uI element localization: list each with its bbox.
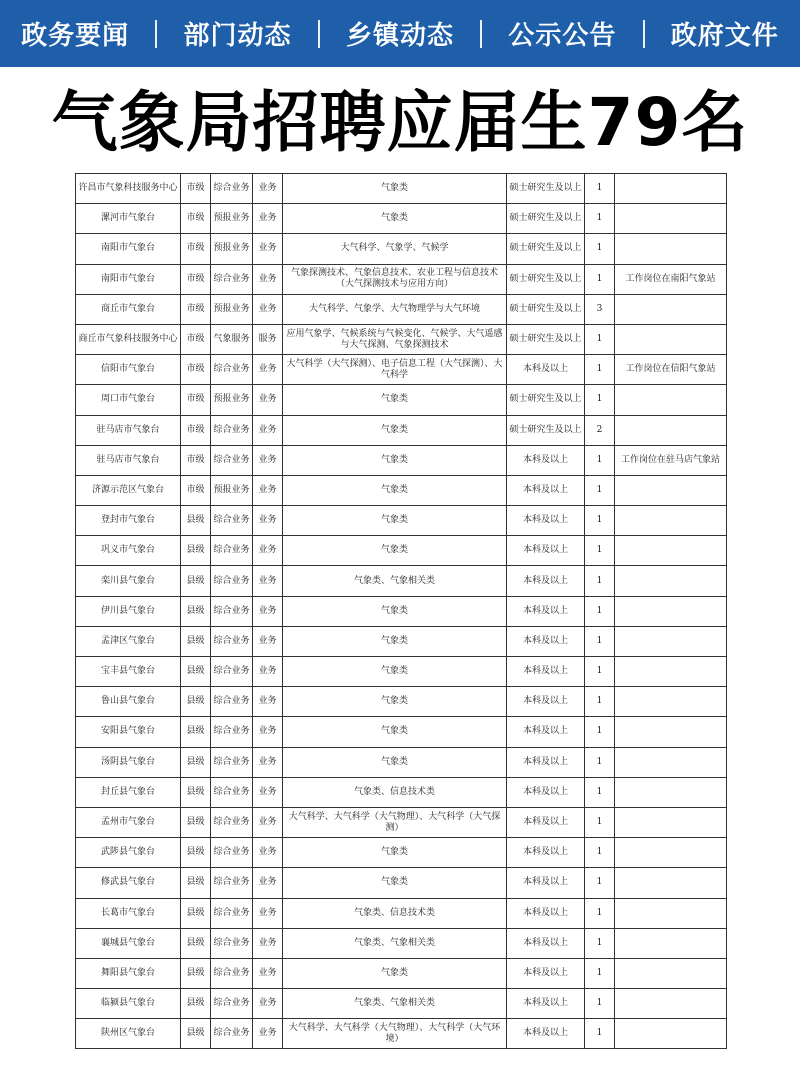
category-cell: 业务 [253, 445, 283, 475]
level-cell: 市级 [181, 475, 211, 505]
education-cell: 本科及以上 [507, 566, 585, 596]
table-row [76, 355, 727, 385]
major-cell: 大气科学、大气科学（大气物理）、大气科学（大气环境） [283, 1019, 507, 1049]
education-cell: 硕士研究生及以上 [507, 234, 585, 264]
education-cell: 本科及以上 [507, 898, 585, 928]
education-cell: 本科及以上 [507, 657, 585, 687]
major-cell: 气象类、气象相关类 [283, 566, 507, 596]
remark-cell [615, 777, 727, 807]
count-cell: 1 [585, 566, 615, 596]
category-cell: 业务 [253, 1019, 283, 1049]
major-cell: 气象类、信息技术类 [283, 777, 507, 807]
count-cell: 1 [585, 1019, 615, 1049]
post-cell: 预报业务 [211, 294, 253, 324]
nav-separator [480, 20, 482, 48]
category-cell: 业务 [253, 657, 283, 687]
category-cell: 业务 [253, 717, 283, 747]
category-cell: 业务 [253, 928, 283, 958]
post-cell: 预报业务 [211, 204, 253, 234]
category-cell: 业务 [253, 868, 283, 898]
post-cell: 预报业务 [211, 385, 253, 415]
major-cell: 气象类 [283, 445, 507, 475]
major-cell: 气象类 [283, 415, 507, 445]
major-cell: 大气科学（大气探测）、电子信息工程（大气探测）、大气科学 [283, 355, 507, 385]
unit-cell: 临颍县气象台 [76, 989, 181, 1019]
category-cell: 业务 [253, 204, 283, 234]
count-cell: 1 [585, 868, 615, 898]
major-cell: 大气科学、气象学、气候学 [283, 234, 507, 264]
post-cell: 综合业务 [211, 868, 253, 898]
education-cell: 本科及以上 [507, 596, 585, 626]
count-cell: 1 [585, 264, 615, 294]
level-cell: 县级 [181, 536, 211, 566]
post-cell: 综合业务 [211, 566, 253, 596]
remark-cell [615, 536, 727, 566]
education-cell: 本科及以上 [507, 626, 585, 656]
category-cell: 业务 [253, 536, 283, 566]
nav-item-news[interactable]: 政务要闻 [21, 21, 130, 51]
unit-cell: 安阳县气象台 [76, 717, 181, 747]
level-cell: 市级 [181, 355, 211, 385]
unit-cell: 襄城县气象台 [76, 928, 181, 958]
category-cell: 业务 [253, 989, 283, 1019]
table-row [76, 626, 727, 656]
remark-cell [615, 174, 727, 204]
count-cell: 1 [585, 958, 615, 988]
major-cell: 气象类 [283, 626, 507, 656]
major-cell: 气象类 [283, 385, 507, 415]
table-row [76, 657, 727, 687]
level-cell: 县级 [181, 989, 211, 1019]
level-cell: 市级 [181, 264, 211, 294]
unit-cell: 长葛市气象台 [76, 898, 181, 928]
remark-cell [615, 294, 727, 324]
category-cell: 业务 [253, 747, 283, 777]
level-cell: 县级 [181, 807, 211, 837]
unit-cell: 封丘县气象台 [76, 777, 181, 807]
unit-cell: 许昌市气象科技服务中心 [76, 174, 181, 204]
major-cell: 气象类 [283, 687, 507, 717]
count-cell: 1 [585, 174, 615, 204]
education-cell: 本科及以上 [507, 747, 585, 777]
post-cell: 综合业务 [211, 445, 253, 475]
post-cell: 综合业务 [211, 807, 253, 837]
level-cell: 县级 [181, 1019, 211, 1049]
education-cell: 本科及以上 [507, 807, 585, 837]
unit-cell: 舞阳县气象台 [76, 958, 181, 988]
remark-cell [615, 807, 727, 837]
table-row [76, 234, 727, 264]
unit-cell: 漯河市气象台 [76, 204, 181, 234]
post-cell: 综合业务 [211, 958, 253, 988]
unit-cell: 孟州市气象台 [76, 807, 181, 837]
major-cell: 气象类 [283, 747, 507, 777]
count-cell: 1 [585, 777, 615, 807]
major-cell: 气象类 [283, 174, 507, 204]
level-cell: 市级 [181, 234, 211, 264]
education-cell: 本科及以上 [507, 1019, 585, 1049]
education-cell: 本科及以上 [507, 445, 585, 475]
category-cell: 业务 [253, 475, 283, 505]
post-cell: 综合业务 [211, 596, 253, 626]
remark-cell [615, 687, 727, 717]
table-row [76, 536, 727, 566]
table-row [76, 506, 727, 536]
post-cell: 综合业务 [211, 898, 253, 928]
table-row [76, 687, 727, 717]
category-cell: 业务 [253, 415, 283, 445]
education-cell: 本科及以上 [507, 958, 585, 988]
major-cell: 气象类、气象相关类 [283, 989, 507, 1019]
count-cell: 1 [585, 324, 615, 354]
level-cell: 市级 [181, 445, 211, 475]
table-row [76, 747, 727, 777]
nav-item-announcement[interactable]: 公示公告 [508, 21, 617, 51]
education-cell: 本科及以上 [507, 536, 585, 566]
post-cell: 综合业务 [211, 626, 253, 656]
unit-cell: 宝丰县气象台 [76, 657, 181, 687]
count-cell: 1 [585, 657, 615, 687]
remark-cell [615, 958, 727, 988]
major-cell: 大气科学、大气科学（大气物理）、大气科学（大气探测） [283, 807, 507, 837]
remark-cell [615, 898, 727, 928]
remark-cell [615, 204, 727, 234]
unit-cell: 修武县气象台 [76, 868, 181, 898]
table-row [76, 898, 727, 928]
count-cell: 1 [585, 717, 615, 747]
post-cell: 预报业务 [211, 475, 253, 505]
count-cell: 1 [585, 898, 615, 928]
post-cell: 综合业务 [211, 928, 253, 958]
unit-cell: 周口市气象台 [76, 385, 181, 415]
education-cell: 本科及以上 [507, 928, 585, 958]
post-cell: 综合业务 [211, 777, 253, 807]
count-cell: 1 [585, 536, 615, 566]
remark-cell [615, 989, 727, 1019]
unit-cell: 伊川县气象台 [76, 596, 181, 626]
level-cell: 市级 [181, 294, 211, 324]
category-cell: 业务 [253, 687, 283, 717]
category-cell: 业务 [253, 898, 283, 928]
education-cell: 本科及以上 [507, 687, 585, 717]
table-row [76, 989, 727, 1019]
nav-item-township[interactable]: 乡镇动态 [345, 21, 454, 51]
unit-cell: 商丘市气象科技服务中心 [76, 324, 181, 354]
nav-item-department[interactable]: 部门动态 [183, 21, 292, 51]
remark-cell [615, 475, 727, 505]
category-cell: 业务 [253, 506, 283, 536]
table-row [76, 596, 727, 626]
major-cell: 应用气象学、气候系统与气候变化、气候学、大气遥感与大气探测、气象探测技术 [283, 324, 507, 354]
major-cell: 气象类 [283, 958, 507, 988]
count-cell: 1 [585, 204, 615, 234]
unit-cell: 汤阴县气象台 [76, 747, 181, 777]
education-cell: 本科及以上 [507, 475, 585, 505]
unit-cell: 南阳市气象台 [76, 264, 181, 294]
post-cell: 综合业务 [211, 415, 253, 445]
unit-cell: 济源示范区气象台 [76, 475, 181, 505]
remark-cell: 工作岗位在驻马店气象站 [615, 445, 727, 475]
remark-cell [615, 747, 727, 777]
unit-cell: 驻马店市气象台 [76, 415, 181, 445]
level-cell: 县级 [181, 747, 211, 777]
count-cell: 1 [585, 838, 615, 868]
post-cell: 综合业务 [211, 747, 253, 777]
category-cell: 服务 [253, 324, 283, 354]
nav-separator [318, 20, 320, 48]
major-cell: 气象类、信息技术类 [283, 898, 507, 928]
count-cell: 1 [585, 687, 615, 717]
count-cell: 1 [585, 596, 615, 626]
category-cell: 业务 [253, 385, 283, 415]
remark-cell [615, 838, 727, 868]
level-cell: 县级 [181, 777, 211, 807]
recruitment-table [75, 173, 727, 1049]
category-cell: 业务 [253, 566, 283, 596]
major-cell: 气象类 [283, 838, 507, 868]
table-body [76, 174, 727, 1049]
table-row [76, 385, 727, 415]
unit-cell: 武陟县气象台 [76, 838, 181, 868]
post-cell: 气象服务 [211, 324, 253, 354]
remark-cell [615, 868, 727, 898]
table-row [76, 264, 727, 294]
category-cell: 业务 [253, 958, 283, 988]
count-cell: 1 [585, 626, 615, 656]
education-cell: 本科及以上 [507, 355, 585, 385]
level-cell: 市级 [181, 324, 211, 354]
post-cell: 综合业务 [211, 1019, 253, 1049]
nav-item-documents[interactable]: 政府文件 [670, 21, 779, 51]
unit-cell: 巩义市气象台 [76, 536, 181, 566]
count-cell: 1 [585, 928, 615, 958]
remark-cell [615, 596, 727, 626]
post-cell: 综合业务 [211, 717, 253, 747]
education-cell: 硕士研究生及以上 [507, 294, 585, 324]
remark-cell [615, 234, 727, 264]
post-cell: 综合业务 [211, 657, 253, 687]
education-cell: 硕士研究生及以上 [507, 204, 585, 234]
page-headline: 气象局招聘应届生79名 [51, 84, 749, 161]
nav-separator [643, 20, 645, 48]
level-cell: 县级 [181, 898, 211, 928]
level-cell: 县级 [181, 506, 211, 536]
table-row [76, 928, 727, 958]
level-cell: 县级 [181, 626, 211, 656]
post-cell: 综合业务 [211, 989, 253, 1019]
major-cell: 气象类 [283, 475, 507, 505]
table-row [76, 958, 727, 988]
post-cell: 综合业务 [211, 838, 253, 868]
remark-cell [615, 928, 727, 958]
remark-cell [615, 506, 727, 536]
level-cell: 县级 [181, 596, 211, 626]
table-row [76, 838, 727, 868]
count-cell: 1 [585, 385, 615, 415]
remark-cell [615, 385, 727, 415]
education-cell: 本科及以上 [507, 868, 585, 898]
unit-cell: 商丘市气象台 [76, 294, 181, 324]
category-cell: 业务 [253, 807, 283, 837]
major-cell: 大气科学、气象学、大气物理学与大气环境 [283, 294, 507, 324]
count-cell: 1 [585, 989, 615, 1019]
unit-cell: 陕州区气象台 [76, 1019, 181, 1049]
table-row [76, 566, 727, 596]
count-cell: 2 [585, 415, 615, 445]
table-row [76, 204, 727, 234]
table-row [76, 717, 727, 747]
level-cell: 县级 [181, 868, 211, 898]
education-cell: 本科及以上 [507, 717, 585, 747]
category-cell: 业务 [253, 234, 283, 264]
remark-cell: 工作岗位在信阳气象站 [615, 355, 727, 385]
unit-cell: 驻马店市气象台 [76, 445, 181, 475]
category-cell: 业务 [253, 264, 283, 294]
post-cell: 综合业务 [211, 355, 253, 385]
count-cell: 1 [585, 747, 615, 777]
level-cell: 市级 [181, 415, 211, 445]
major-cell: 气象类 [283, 204, 507, 234]
category-cell: 业务 [253, 777, 283, 807]
remark-cell [615, 415, 727, 445]
table-row [76, 1019, 727, 1049]
count-cell: 1 [585, 807, 615, 837]
education-cell: 硕士研究生及以上 [507, 415, 585, 445]
count-cell: 1 [585, 234, 615, 264]
top-nav-bar [0, 0, 800, 67]
remark-cell [615, 1019, 727, 1049]
level-cell: 县级 [181, 566, 211, 596]
table-row [76, 174, 727, 204]
level-cell: 市级 [181, 174, 211, 204]
post-cell: 综合业务 [211, 687, 253, 717]
post-cell: 综合业务 [211, 506, 253, 536]
table-row [76, 324, 727, 354]
table-row [76, 777, 727, 807]
unit-cell: 登封市气象台 [76, 506, 181, 536]
remark-cell: 工作岗位在南阳气象站 [615, 264, 727, 294]
category-cell: 业务 [253, 838, 283, 868]
recruitment-table-container [75, 173, 726, 1049]
table-row [76, 445, 727, 475]
level-cell: 县级 [181, 687, 211, 717]
count-cell: 1 [585, 445, 615, 475]
education-cell: 本科及以上 [507, 838, 585, 868]
table-row [76, 475, 727, 505]
remark-cell [615, 324, 727, 354]
education-cell: 硕士研究生及以上 [507, 324, 585, 354]
nav-separator [155, 20, 157, 48]
education-cell: 本科及以上 [507, 777, 585, 807]
category-cell: 业务 [253, 294, 283, 324]
category-cell: 业务 [253, 174, 283, 204]
unit-cell: 孟津区气象台 [76, 626, 181, 656]
education-cell: 硕士研究生及以上 [507, 385, 585, 415]
level-cell: 市级 [181, 204, 211, 234]
major-cell: 气象类 [283, 657, 507, 687]
education-cell: 硕士研究生及以上 [507, 264, 585, 294]
remark-cell [615, 566, 727, 596]
table-row [76, 415, 727, 445]
count-cell: 3 [585, 294, 615, 324]
education-cell: 本科及以上 [507, 506, 585, 536]
post-cell: 综合业务 [211, 536, 253, 566]
unit-cell: 鲁山县气象台 [76, 687, 181, 717]
level-cell: 县级 [181, 958, 211, 988]
table-row [76, 807, 727, 837]
level-cell: 县级 [181, 717, 211, 747]
major-cell: 气象类 [283, 506, 507, 536]
unit-cell: 信阳市气象台 [76, 355, 181, 385]
remark-cell [615, 626, 727, 656]
major-cell: 气象类、气象相关类 [283, 928, 507, 958]
major-cell: 气象类 [283, 596, 507, 626]
remark-cell [615, 657, 727, 687]
table-row [76, 868, 727, 898]
level-cell: 市级 [181, 385, 211, 415]
count-cell: 1 [585, 475, 615, 505]
major-cell: 气象探测技术、气象信息技术、农业工程与信息技术（大气探测技术与应用方向） [283, 264, 507, 294]
education-cell: 硕士研究生及以上 [507, 174, 585, 204]
major-cell: 气象类 [283, 717, 507, 747]
post-cell: 预报业务 [211, 234, 253, 264]
unit-cell: 南阳市气象台 [76, 234, 181, 264]
level-cell: 县级 [181, 838, 211, 868]
major-cell: 气象类 [283, 868, 507, 898]
unit-cell: 栾川县气象台 [76, 566, 181, 596]
education-cell: 本科及以上 [507, 989, 585, 1019]
level-cell: 县级 [181, 928, 211, 958]
remark-cell [615, 717, 727, 747]
major-cell: 气象类 [283, 536, 507, 566]
category-cell: 业务 [253, 626, 283, 656]
category-cell: 业务 [253, 596, 283, 626]
category-cell: 业务 [253, 355, 283, 385]
level-cell: 县级 [181, 657, 211, 687]
count-cell: 1 [585, 506, 615, 536]
count-cell: 1 [585, 355, 615, 385]
post-cell: 综合业务 [211, 264, 253, 294]
post-cell: 综合业务 [211, 174, 253, 204]
table-row [76, 294, 727, 324]
